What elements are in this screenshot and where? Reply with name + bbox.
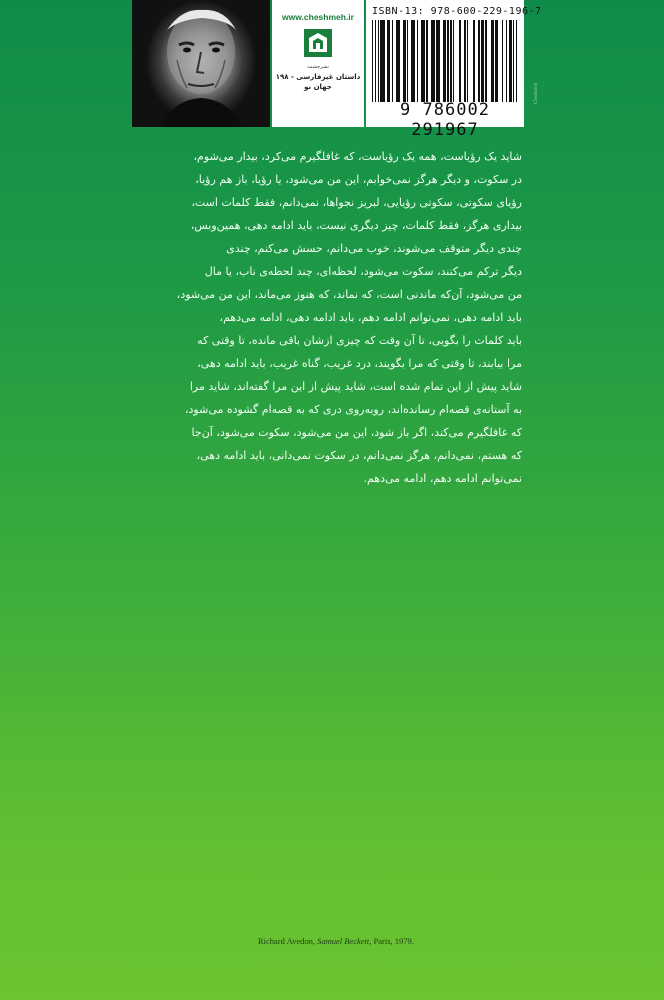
blurb-line: مرا بیابند، تا وقتی که مرا بگویند، درد غریب، گناه غریب، باید ادامه دهی،: [197, 357, 522, 370]
photo-credit: [258, 936, 414, 946]
blurb-line: بیداری هرگز، فقط کلمات، چیز دیگری نیست، باید ادامه دهی، همین‌وبس،: [190, 219, 522, 232]
blurb-line: من می‌شود، آن‌که ماندنی است، که نماند، که هنوز می‌ماند، این من می‌شود،: [176, 288, 522, 301]
publisher-box: [272, 0, 364, 127]
credit-work: Samuel Beckett: [317, 936, 370, 946]
publisher-name: نشرچشمه: [307, 64, 329, 70]
blurb-line: که غافلگیرم می‌کند، اگر باز شود، این من می‌شود، سکوت می‌شود، آن‌جا: [191, 426, 522, 439]
sub-series-label: جهان نو: [304, 83, 332, 91]
isbn-label: ISBN-13: 978-600-229-196-7: [372, 6, 542, 17]
blurb-line: به آستانه‌ی قصه‌ام رسانده‌اند، روبه‌روی دری که به قصه‌ام گشوده می‌شود،: [184, 403, 522, 416]
credit-photographer: Richard Avedon,: [258, 936, 318, 946]
blurb-line: باید کلمات را بگویی، تا آن وقت که چیزی ازشان باقی مانده، تا وقتی که: [197, 334, 522, 347]
blurb-line: شاید پیش از این تمام شده است، شاید پیش از این مرا گفته‌اند، شاید مرا: [189, 380, 522, 393]
barcode-bars: [372, 20, 518, 102]
blurb-line: رؤیای سکوتی، سکوتی رؤیایی، لبریز نجواها، نمی‌دانم، فقط کلمات است،: [191, 196, 522, 209]
blurb-line: دیگر ترکم می‌کنند، سکوت می‌شود، لحظه‌ای، چند لحظه‌ی ناب، یا مال: [204, 265, 522, 278]
series-label: داستان غیرفارسی - ۱۹۸: [275, 73, 361, 81]
publisher-logo-icon: [303, 28, 333, 58]
blurb-line: چندی دیگر متوقف می‌شوند، خوب می‌دانم، حسش می‌کنم، چندی: [226, 242, 522, 255]
ean-number: 9 786002 291967: [400, 100, 490, 140]
back-cover-blurb: [134, 145, 522, 490]
blurb-line: نمی‌توانم ادامه دهم، ادامه می‌دهم.: [363, 472, 522, 485]
author-portrait-drawing: [132, 0, 270, 127]
blurb-line: شاید یک رؤیاست، همه یک رؤیاست، که غافلگیرم می‌کرد، بیدار می‌شوم،: [193, 150, 522, 163]
author-portrait: [132, 0, 270, 127]
blurb-line: در سکوت، و دیگر هرگز نمی‌خوابم، این من می‌شود، یا رؤیا، باز هم رؤیا،: [195, 173, 522, 186]
blurb-line: که هستم، نمی‌دانم، هرگز نمی‌دانم، در سکوت نمی‌دانی، باید ادامه دهی،: [196, 449, 522, 462]
publisher-url[interactable]: www.cheshmeh.ir: [282, 12, 354, 22]
blurb-line: باید ادامه دهی، نمی‌توانم ادامه دهم، باید ادامه دهی، ادامه می‌دهم،: [219, 311, 522, 324]
side-note: Cheshmeh: [534, 82, 539, 104]
credit-place-date: , Paris, 1979.: [369, 936, 414, 946]
barcode-bar: [516, 20, 517, 102]
